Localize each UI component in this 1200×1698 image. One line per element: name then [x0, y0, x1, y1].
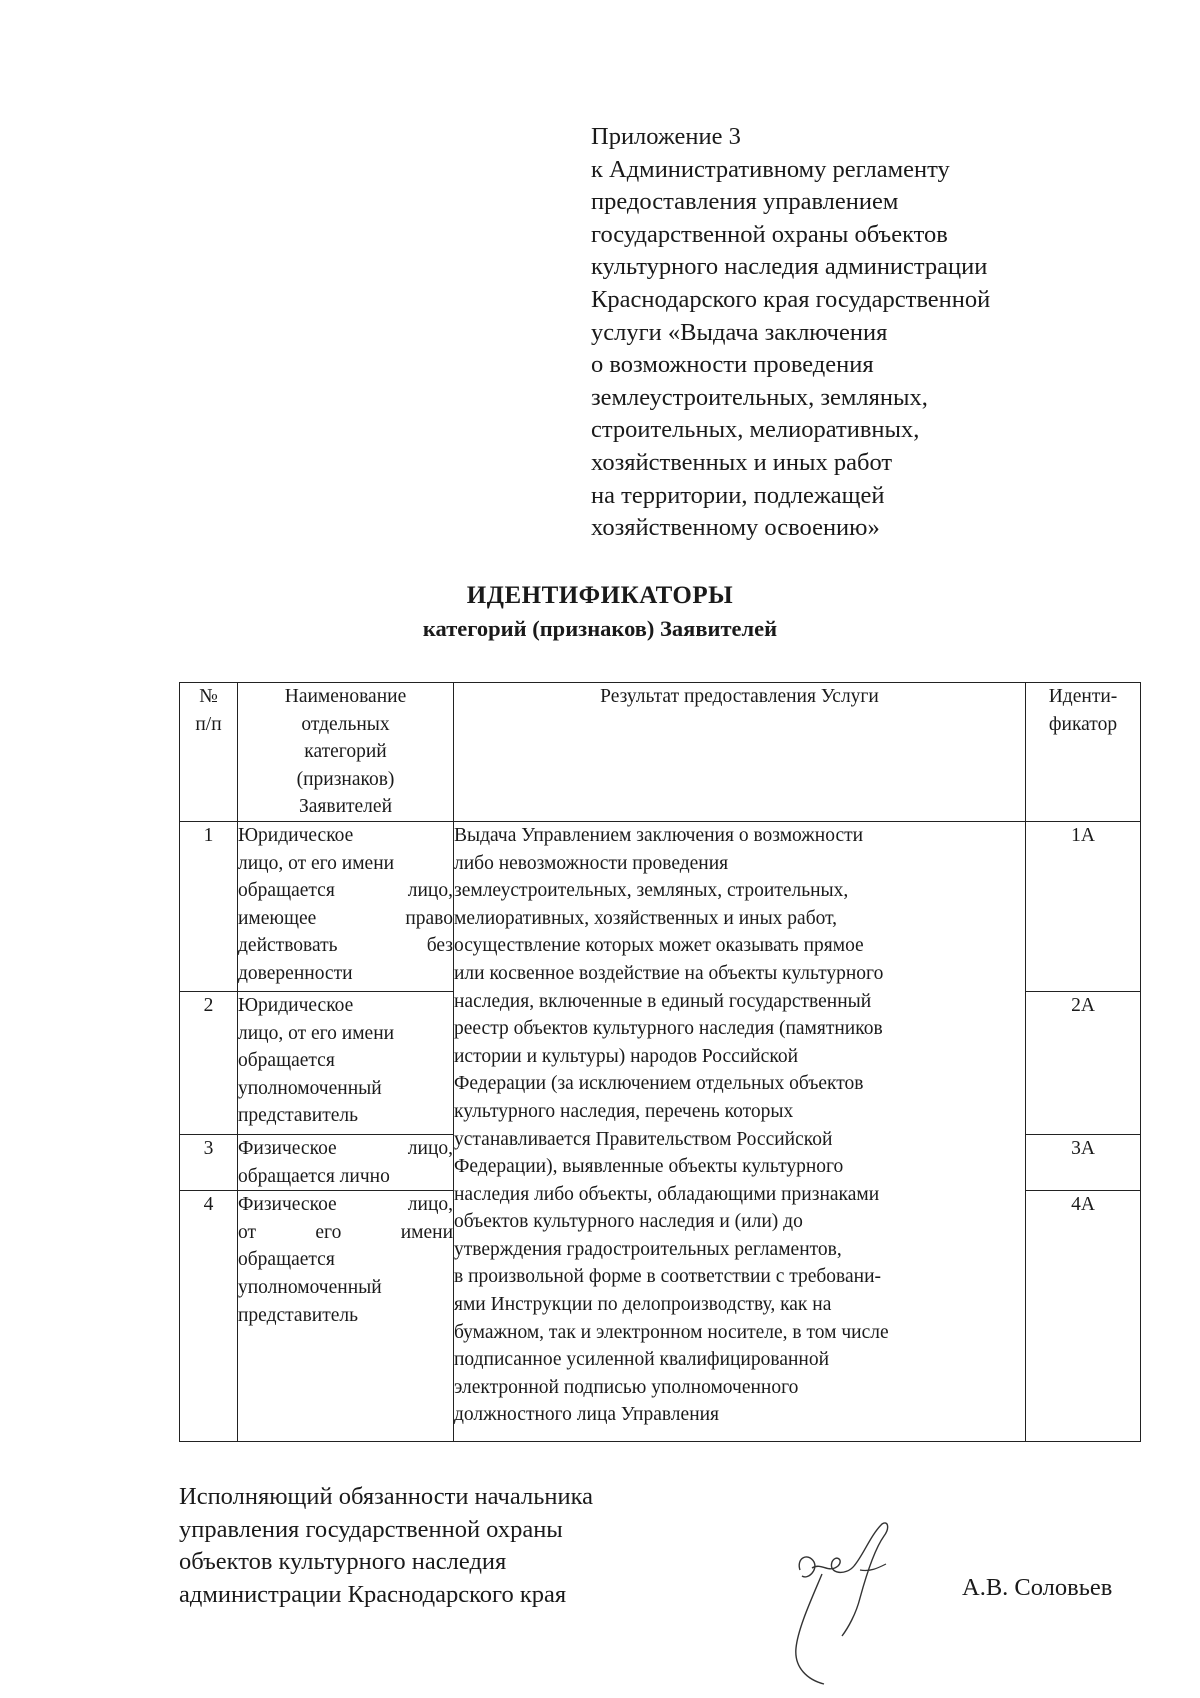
appendix-line: хозяйственных и иных работ — [591, 448, 893, 476]
row-category — [238, 1191, 454, 1442]
header-category-line: Заявителей — [298, 796, 393, 818]
header-identifier-line: фикатор — [1048, 713, 1118, 735]
result-line: реестр объектов культурного наследия (памятников — [454, 1018, 883, 1040]
table-header-row — [180, 683, 1141, 822]
header-result: Результат предоставления Услуги — [454, 683, 1026, 822]
header-category-line: категорий — [304, 741, 387, 763]
category-line: обращается лично — [238, 1165, 390, 1187]
header-category-line: отдельных — [301, 713, 390, 735]
result-line: Федерации (за исключением отдельных объектов — [454, 1073, 864, 1095]
result-line: наследия либо объекты, обладающими признаками — [454, 1183, 880, 1205]
category-line: Физическое лицо, — [238, 1194, 453, 1216]
result-line: культурного наследия, перечень которых — [454, 1100, 794, 1122]
row-number: 1 — [180, 821, 238, 991]
category-line: лицо, от его имени — [238, 852, 395, 874]
category-line: лицо, от его имени — [238, 1022, 395, 1044]
signer-position-line: администрации Краснодарского края — [179, 1580, 567, 1608]
category-line: Юридическое — [238, 994, 354, 1016]
signer-position — [179, 1481, 593, 1611]
result-line: истории и культуры) народов Российской — [454, 1045, 799, 1067]
row-number: 4 — [180, 1191, 238, 1442]
row-identifier: 2А — [1026, 991, 1141, 1134]
document-subtitle: категорий (признаков) Заявителей — [422, 616, 778, 641]
header-number-line: п/п — [195, 713, 222, 735]
category-line: уполномоченный — [238, 1276, 382, 1298]
result-line: в произвольной форме в соответствии с требовани- — [454, 1266, 882, 1288]
identifiers-table — [179, 682, 1141, 1442]
result-line: либо невозможности проведения — [454, 852, 729, 874]
row-category — [238, 821, 454, 991]
header-identifier-line: Иденти- — [1048, 686, 1118, 707]
appendix-line: услуги «Выдача заключения — [591, 318, 888, 346]
result-line: Выдача Управлением заключения о возможности — [454, 824, 864, 846]
handwritten-signature — [778, 1518, 908, 1688]
result-line: мелиоративных, хозяйственных и иных работ, — [454, 907, 838, 929]
appendix-line: культурного наследия администрации — [591, 253, 988, 281]
result-line: подписанное усиленной квалифицированной — [454, 1349, 830, 1371]
category-line: уполномоченный — [238, 1077, 382, 1099]
category-line: Юридическое — [238, 824, 354, 846]
row-identifier: 4А — [1026, 1191, 1141, 1442]
result-line: устанавливается Правительством Российской — [454, 1128, 833, 1150]
appendix-line: Краснодарского края государственной — [591, 285, 991, 313]
row-category — [238, 991, 454, 1134]
result-line: должностного лица Управления — [454, 1404, 720, 1426]
category-line: доверенности — [238, 962, 353, 984]
appendix-line: строительных, мелиоративных, — [591, 416, 920, 444]
header-category-name — [238, 683, 454, 822]
header-number — [180, 683, 238, 822]
result-line: утверждения градостроительных регламентов, — [454, 1238, 842, 1260]
document-title: ИДЕНТИФИКАТОРЫ — [466, 582, 734, 609]
result-line: ями Инструкции по делопроизводству, как на — [454, 1294, 832, 1316]
result-line: объектов культурного наследия и (или) до — [454, 1211, 803, 1233]
category-line: обращается лицо, — [238, 880, 453, 902]
appendix-line: предоставления управлением — [591, 188, 899, 216]
row-category — [238, 1134, 454, 1190]
result-line: или косвенное воздействие на объекты культурного — [454, 962, 884, 984]
appendix-line: государственной охраны объектов — [591, 220, 948, 248]
appendix-line: о возможности проведения — [591, 351, 874, 379]
table-row — [180, 821, 1141, 991]
result-line: осуществление которых может оказывать прямое — [454, 935, 864, 957]
result-line: землеустроительных, земляных, строительных, — [454, 880, 849, 902]
header-number-line: № — [199, 686, 218, 707]
signer-position-line: Исполняющий обязанности начальника — [179, 1483, 593, 1510]
appendix-line: к Административному регламенту — [591, 155, 950, 183]
appendix-header — [591, 121, 1151, 545]
appendix-line: хозяйственному освоению» — [591, 514, 880, 542]
appendix-line: Приложение 3 — [591, 123, 741, 150]
category-line: обращается — [238, 1249, 335, 1271]
category-line: обращается — [238, 1050, 335, 1072]
row-number: 2 — [180, 991, 238, 1134]
row-identifier: 1А — [1026, 821, 1141, 991]
header-category-line: Наименование — [284, 686, 407, 707]
appendix-line: на территории, подлежащей — [591, 481, 885, 509]
result-line: электронной подписью уполномоченного — [454, 1376, 799, 1398]
category-line: имеющее право — [238, 907, 453, 929]
header-category-line: (признаков) — [296, 768, 395, 790]
signer-position-line: объектов культурного наследия — [179, 1548, 507, 1575]
header-identifier — [1026, 683, 1141, 822]
category-line: Физическое лицо, — [238, 1137, 453, 1159]
result-line: бумажном, так и электронном носителе, в том числе — [454, 1321, 889, 1343]
result-description — [454, 821, 1026, 1441]
result-line: наследия, включенные в единый государственный — [454, 990, 872, 1012]
category-line: от его имени — [238, 1221, 453, 1243]
row-identifier: 3А — [1026, 1134, 1141, 1190]
category-line: действовать без — [238, 935, 453, 957]
result-line: Федерации), выявленные объекты культурного — [454, 1156, 844, 1178]
row-number: 3 — [180, 1134, 238, 1190]
category-line: представитель — [238, 1105, 359, 1127]
appendix-line: землеустроительных, земляных, — [591, 383, 928, 411]
signer-position-line: управления государственной охраны — [179, 1515, 563, 1543]
signer-name: А.В. Соловьев — [962, 1574, 1113, 1601]
category-line: представитель — [238, 1304, 359, 1326]
